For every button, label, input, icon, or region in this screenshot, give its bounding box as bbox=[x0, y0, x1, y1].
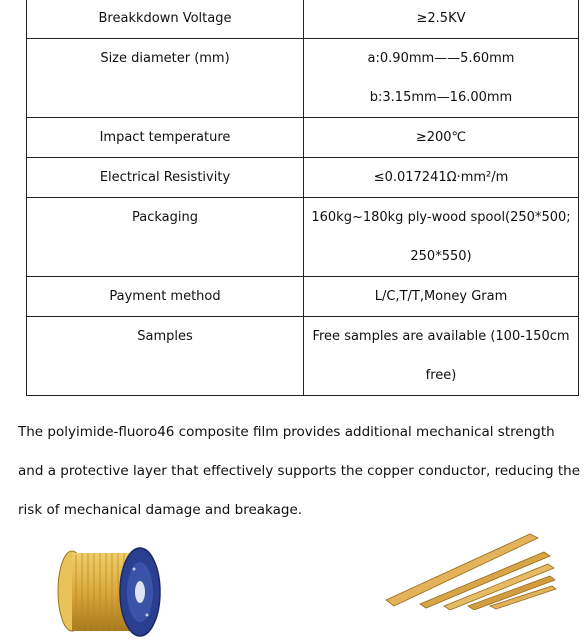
description-line: The polyimide-fluoro46 composite film provides additional mechanical strength bbox=[18, 424, 555, 440]
spec-label: Packaging bbox=[27, 198, 304, 277]
spec-label: Size diameter (mm) bbox=[27, 39, 304, 118]
wire-spool-image bbox=[54, 547, 174, 639]
spec-value-line: ≥2.5KV bbox=[416, 11, 466, 26]
spec-value-line: ≥200℃ bbox=[415, 130, 467, 145]
spec-value bbox=[304, 317, 579, 396]
spec-value bbox=[304, 39, 579, 118]
spec-value bbox=[304, 0, 579, 39]
spec-value-line: 160kg~180kg ply-wood spool(250*500; bbox=[311, 210, 571, 225]
table-row bbox=[27, 158, 579, 198]
spec-value bbox=[304, 277, 579, 317]
spec-value-line: ≤0.017241Ω·mm²/m bbox=[373, 170, 509, 185]
spec-label: Electrical Resistivity bbox=[27, 158, 304, 198]
spec-value bbox=[304, 158, 579, 198]
spec-label: Payment method bbox=[27, 277, 304, 317]
table-row bbox=[27, 39, 579, 118]
spec-table bbox=[26, 0, 579, 396]
table-row bbox=[27, 118, 579, 158]
spec-value-line: Free samples are available (100-150cm bbox=[312, 329, 570, 344]
table-row bbox=[27, 0, 579, 39]
spec-value-line: b:3.15mm—16.00mm bbox=[369, 90, 513, 105]
description-line: and a protective layer that effectively supports the copper conductor, reducing the bbox=[18, 463, 581, 479]
spec-value-line: a:0.90mm——5.60mm bbox=[367, 51, 515, 66]
spec-value bbox=[304, 198, 579, 277]
description-line: risk of mechanical damage and breakage. bbox=[18, 502, 303, 518]
spec-value-line: 250*550) bbox=[410, 249, 472, 264]
spec-value-line: L/C,T/T,Money Gram bbox=[374, 289, 508, 304]
spec-value bbox=[304, 118, 579, 158]
flat-wire-strips-image bbox=[380, 528, 560, 610]
spec-label: Samples bbox=[27, 317, 304, 396]
table-row bbox=[27, 198, 579, 277]
spec-value-line: free) bbox=[425, 368, 457, 383]
table-row bbox=[27, 317, 579, 396]
description-paragraph bbox=[18, 413, 581, 530]
spec-label: Breakkdown Voltage bbox=[27, 0, 304, 39]
table-row bbox=[27, 277, 579, 317]
spec-label: Impact temperature bbox=[27, 118, 304, 158]
